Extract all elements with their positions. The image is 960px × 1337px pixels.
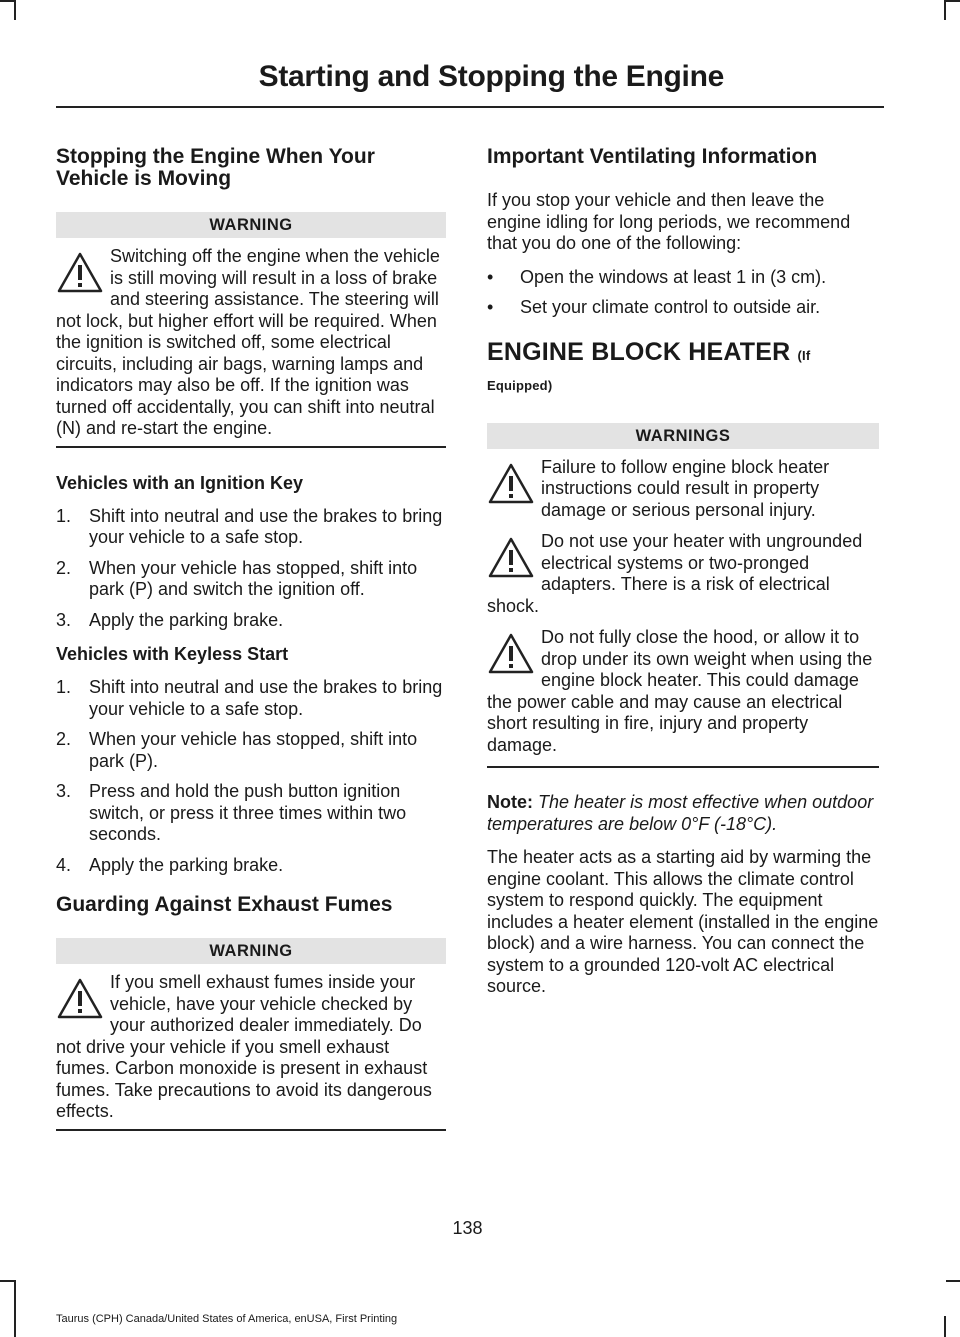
list-item: • Open the windows at least 1 in (3 cm).	[487, 266, 827, 287]
subsection-title-keyless-start: Vehicles with Keyless Start	[56, 644, 289, 664]
ignition-key-steps	[56, 506, 446, 632]
warning-end-rule	[56, 1129, 446, 1131]
note-label: Note:	[487, 792, 533, 812]
list-item: 3. Press and hold the push button ignition switch, or press it three times within two seconds.	[56, 781, 407, 844]
note-paragraph	[487, 792, 879, 835]
warning-triangle-icon	[56, 250, 104, 294]
list-item: 1. Shift into neutral and use the brakes to bring your vehicle to a safe stop.	[56, 505, 443, 547]
section-title-stopping-engine: Stopping the Engine When Your Vehicle is Moving	[56, 145, 375, 190]
list-item: 4. Apply the parking brake.	[56, 854, 284, 875]
heater-body-text: The heater acts as a starting aid by warming the engine coolant. This allows the climate control system to respond quickly. The equipment includes a heater element (installed in the engine block) and a wire harness. You can connect the system to a grounded 120-volt AC electrical source.	[487, 847, 879, 996]
warning-text: If you smell exhaust fumes inside your vehicle, have your vehicle checked by your authorized dealer immediately. Do not drive your vehicle if you smell exhaust fumes. Carbon monoxide is present in exhaust fumes. Take precautions to avoid its dangerous effects.	[56, 972, 432, 1121]
crop-mark	[0, 1280, 14, 1282]
warning-triangle-icon	[56, 976, 104, 1020]
header-rule	[56, 106, 884, 108]
warning-block	[487, 457, 879, 522]
page-header-title: Starting and Stopping the Engine	[258, 60, 724, 93]
warning-block	[56, 972, 446, 1123]
crop-mark	[944, 1316, 946, 1337]
warning-end-rule	[487, 766, 879, 768]
left-column	[56, 146, 446, 1155]
list-item: • Set your climate control to outside air.	[487, 297, 821, 317]
warning-block	[487, 531, 879, 617]
warning-triangle-icon	[487, 535, 535, 579]
list-item: 3. Apply the parking brake.	[56, 609, 284, 630]
warning-triangle-icon	[487, 631, 535, 675]
list-item: 2. When your vehicle has stopped, shift into park (P).	[56, 729, 418, 771]
crop-mark	[0, 0, 14, 2]
crop-mark	[14, 1280, 16, 1337]
crop-mark	[14, 0, 16, 20]
warning-text: Failure to follow engine block heater instructions could result in property damage or serious personal injury.	[541, 456, 830, 520]
crop-mark	[946, 0, 960, 2]
footer-text: Taurus (CPH) Canada/United States of America, enUSA, First Printing	[56, 1313, 398, 1325]
keyless-start-steps	[56, 677, 446, 876]
section-title-exhaust-fumes: Guarding Against Exhaust Fumes	[56, 893, 393, 916]
list-item: 2. When your vehicle has stopped, shift into park (P) and switch the ignition off.	[56, 557, 418, 599]
ventilating-intro: If you stop your vehicle and then leave the engine idling for long periods, we recommend that you do one of the following:	[487, 190, 851, 253]
warning-end-rule	[56, 446, 446, 448]
section-title-engine-block-heater: ENGINE BLOCK HEATER (If Equipped)	[487, 337, 811, 393]
crop-mark	[946, 1280, 960, 1282]
list-item: 1. Shift into neutral and use the brakes to bring your vehicle to a safe stop.	[56, 677, 443, 719]
crop-mark	[944, 0, 946, 20]
warning-text: Do not use your heater with ungrounded electrical systems or two-pronged adapters. There is a risk of electrical shock.	[487, 531, 863, 616]
warnings-label: WARNINGS	[487, 423, 879, 449]
warning-block	[487, 627, 879, 756]
subsection-title-ignition-key: Vehicles with an Ignition Key	[56, 472, 304, 493]
warning-text: Do not fully close the hood, or allow it to drop under its own weight when using the engine block heater. This could damage the power cable and may cause an electrical short resulting in fire, injury and property damage.	[487, 627, 873, 755]
note-text: The heater is most effective when outdoor temperatures are below 0°F (-18°C).	[487, 792, 874, 834]
page-number: 138	[452, 1218, 483, 1238]
ventilating-bullets	[487, 267, 879, 319]
warning-triangle-icon	[487, 461, 535, 505]
section-title-ventilating: Important Ventilating Information	[487, 145, 818, 168]
warning-block	[56, 246, 446, 440]
warning-label: WARNING	[56, 212, 446, 238]
warning-text: Switching off the engine when the vehicle is still moving will result in a loss of brake and steering assistance. The steering will not lock, but higher effort will be required. When the ignition is switched off, some electrical circuits, including air bags, warning lamps and indicators may also be off. If the ignition was turned off accidentally, you can shift into neutral (N) and re-start the engine.	[56, 246, 440, 438]
warning-label: WARNING	[56, 938, 446, 964]
right-column	[487, 146, 879, 1010]
